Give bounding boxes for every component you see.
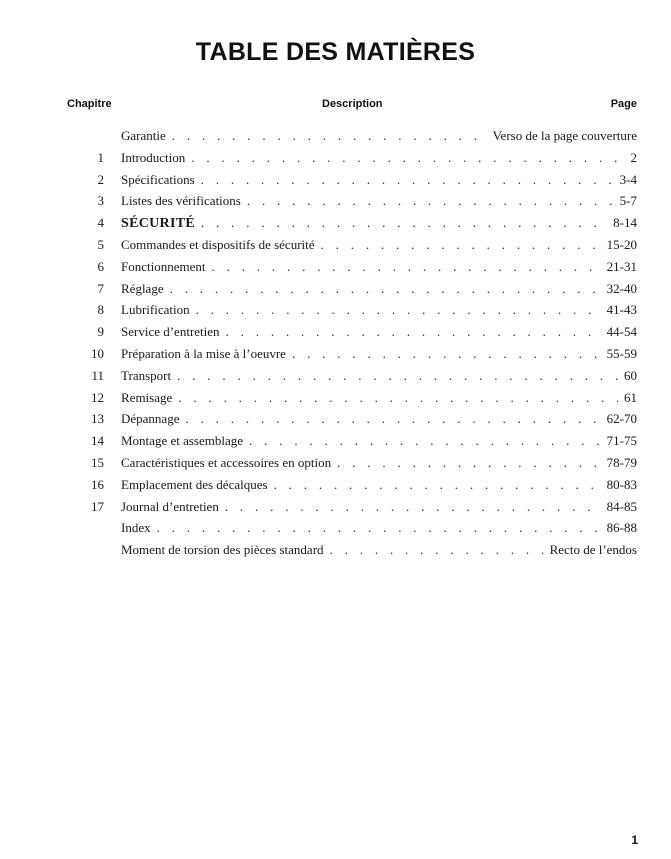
table-of-contents <box>0 125 671 561</box>
toc-page-ref: 80-83 <box>606 476 637 492</box>
toc-page-ref: Verso de la page couverture <box>492 128 637 143</box>
dot-leader <box>178 387 618 409</box>
toc-page-ref: 71-75 <box>606 433 637 449</box>
dot-leader <box>201 212 607 234</box>
dot-leader <box>247 190 614 212</box>
toc-page-ref: 84-85 <box>606 498 637 514</box>
toc-entry-line <box>121 539 637 561</box>
dot-leader <box>330 539 544 561</box>
toc-entry <box>0 147 671 169</box>
chapter-column-header: Chapitre <box>67 98 112 110</box>
toc-entry <box>0 212 671 234</box>
dot-leader <box>225 496 601 518</box>
toc-entry <box>0 169 671 191</box>
toc-description: Préparation à la mise à l’oeuvre <box>121 345 286 361</box>
toc-description: Introduction <box>121 149 186 165</box>
toc-entry <box>0 387 671 409</box>
toc-entry-line <box>121 496 637 518</box>
dot-leader <box>321 234 601 256</box>
toc-page-ref: 86-88 <box>606 520 637 536</box>
toc-page-ref: 41-43 <box>606 302 637 318</box>
toc-entry-line <box>121 343 637 365</box>
toc-description: Dépannage <box>121 411 180 427</box>
toc-description: Montage et assemblage <box>121 433 244 449</box>
toc-entry <box>0 517 671 539</box>
toc-entry-line <box>121 190 637 212</box>
toc-entry <box>0 365 671 387</box>
toc-entry <box>0 278 671 300</box>
toc-chapter-number: 12 <box>91 389 104 405</box>
toc-entry-line <box>121 256 637 278</box>
dot-leader <box>170 278 601 300</box>
toc-chapter-number: 4 <box>97 215 104 231</box>
dot-leader <box>212 256 601 278</box>
toc-description: Moment de torsion des pièces standard <box>121 542 324 558</box>
toc-entry-line <box>121 474 637 496</box>
toc-entry <box>0 452 671 474</box>
toc-chapter-number: 1 <box>97 149 104 165</box>
toc-page-ref: 5-7 <box>619 193 637 209</box>
toc-chapter-number: 9 <box>97 324 104 340</box>
dot-leader <box>292 343 601 365</box>
toc-page-ref: 44-54 <box>606 324 637 340</box>
toc-chapter-number: 16 <box>91 476 104 492</box>
page-title: TABLE DES MATIÈRES <box>195 38 476 66</box>
toc-page-ref: 55-59 <box>606 345 637 361</box>
toc-description: Fonctionnement <box>121 258 206 274</box>
toc-page-ref: Recto de l’endos <box>549 542 637 558</box>
toc-page-ref: 15-20 <box>606 236 637 252</box>
dot-leader <box>226 321 601 343</box>
toc-chapter-number: 7 <box>97 280 104 296</box>
dot-leader <box>337 452 601 474</box>
toc-page-ref: 3-4 <box>619 171 637 187</box>
toc-chapter-number: 3 <box>97 193 104 209</box>
page-column-header: Page <box>610 98 637 110</box>
toc-page-ref: 78-79 <box>606 454 637 470</box>
toc-description: Service d’entretien <box>121 324 220 340</box>
toc-entry <box>0 190 671 212</box>
toc-chapter-number: 5 <box>97 236 104 252</box>
toc-entry <box>0 125 671 147</box>
toc-entry-line <box>121 452 637 474</box>
toc-description: Réglage <box>121 280 164 296</box>
toc-chapter-number: 11 <box>91 367 104 383</box>
toc-entry <box>0 256 671 278</box>
toc-entry <box>0 539 671 561</box>
toc-entry-line <box>121 125 637 147</box>
toc-description: Index <box>121 520 151 536</box>
toc-entry <box>0 430 671 452</box>
toc-entry-line <box>121 147 637 169</box>
toc-description: Journal d’entretien <box>121 498 219 514</box>
toc-entry-line <box>121 278 637 300</box>
toc-page-ref: 2 <box>630 149 637 165</box>
dot-leader <box>191 147 624 169</box>
toc-entry <box>0 496 671 518</box>
toc-chapter-number: 15 <box>91 454 104 470</box>
toc-entry-line <box>121 387 637 409</box>
toc-entry-line <box>121 408 637 430</box>
toc-entry-line <box>121 430 637 452</box>
toc-description: Lubrification <box>121 302 190 318</box>
toc-description: Remisage <box>121 389 173 405</box>
toc-entry-line <box>121 234 637 256</box>
dot-leader <box>201 169 614 191</box>
toc-entry-line <box>121 365 637 387</box>
toc-entry <box>0 321 671 343</box>
toc-entry <box>0 474 671 496</box>
toc-entry <box>0 234 671 256</box>
toc-description: Emplacement des décalques <box>121 476 268 492</box>
toc-page-ref: 32-40 <box>606 280 637 296</box>
toc-entry-line <box>121 212 637 235</box>
toc-page-ref: 21-31 <box>606 258 637 274</box>
toc-page-ref: 61 <box>624 389 637 405</box>
toc-column-headers <box>0 98 671 114</box>
toc-description: Caractéristiques et accessoires en option <box>121 454 332 470</box>
dot-leader <box>172 125 487 147</box>
toc-entry-line <box>121 517 637 539</box>
toc-page-ref: 60 <box>624 367 637 383</box>
toc-description: Listes des vérifications <box>121 193 241 209</box>
dot-leader <box>177 365 618 387</box>
toc-chapter-number: 8 <box>97 302 104 318</box>
toc-entry <box>0 343 671 365</box>
dot-leader <box>249 430 601 452</box>
toc-description: SÉCURITÉ <box>121 216 195 232</box>
toc-entry-line <box>121 169 637 191</box>
toc-page-ref: 8-14 <box>613 215 637 231</box>
toc-chapter-number: 14 <box>91 433 104 449</box>
toc-page-ref: 62-70 <box>606 411 637 427</box>
toc-chapter-number: 2 <box>97 171 104 187</box>
page-number: 1 <box>631 833 638 847</box>
dot-leader <box>196 299 601 321</box>
toc-entry-line <box>121 321 637 343</box>
toc-chapter-number: 13 <box>91 411 104 427</box>
dot-leader <box>157 517 601 539</box>
toc-chapter-number: 10 <box>91 345 104 361</box>
toc-chapter-number: 17 <box>91 498 104 514</box>
toc-entry <box>0 408 671 430</box>
toc-description: Garantie <box>121 128 166 143</box>
toc-description: Commandes et dispositifs de sécurité <box>121 236 315 252</box>
toc-entry-line <box>121 299 637 321</box>
toc-description: Transport <box>121 367 172 383</box>
toc-chapter-number: 6 <box>97 258 104 274</box>
toc-description: Spécifications <box>121 171 195 187</box>
dot-leader <box>274 474 601 496</box>
toc-entry <box>0 299 671 321</box>
description-column-header: Description <box>322 98 383 110</box>
dot-leader <box>185 408 600 430</box>
